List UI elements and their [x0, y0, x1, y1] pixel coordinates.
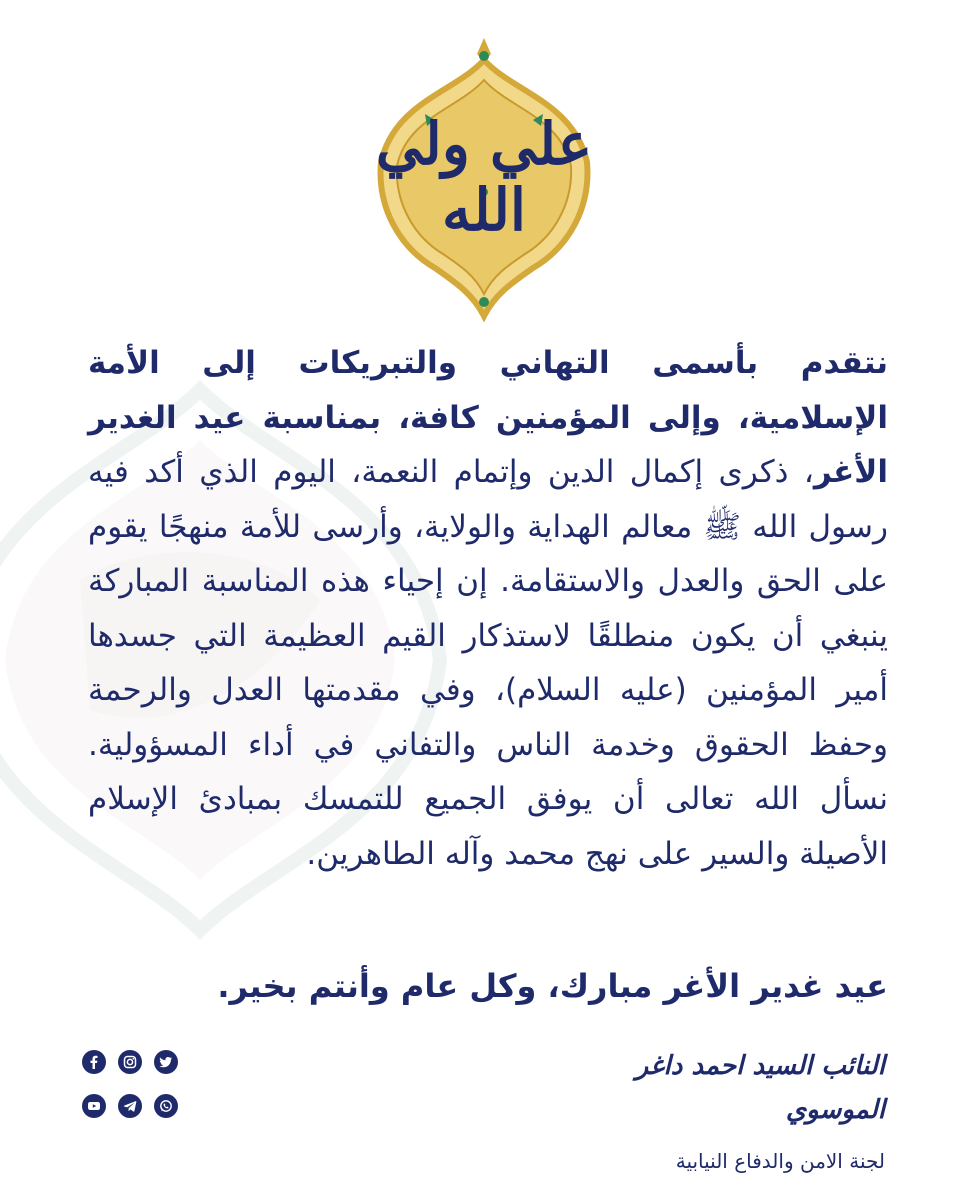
telegram-icon[interactable] — [118, 1094, 142, 1118]
message-body: ، ذكرى إكمال الدين وإتمام النعمة، اليوم الذي أكد فيه رسول الله ﷺ معالم الهداية والولاية، وأرسى للأمة منهجًا يقوم على الحق والعدل والاستقامة. إن إحياء هذه المناسبة المباركة ينبغي أن يكون منطلقًا لاستذكار القيم العظيمة التي جسدها أمير المؤمنين (عليه السلام)، وفي مقدمتها العدل والرحمة وحفظ الحقوق وخدمة الناس والتفاني في أداء المسؤولية. نسأل الله تعالى أن يوفق الجميع للتمسك بمبادئ الإسلام الأصيلة والسير على نهج محمد وآله الطاهرين. — [88, 454, 888, 872]
message-intro: نتقدم بأسمى التهاني والتبريكات إلى الأمة الإسلامية، وإلى المؤمنين كافة، بمناسبة عيد الغدير الأغر — [88, 345, 888, 490]
signature-block — [585, 1044, 885, 1176]
instagram-icon[interactable] — [118, 1050, 142, 1074]
calligraphy-emblem — [373, 32, 595, 322]
whatsapp-icon[interactable] — [154, 1094, 178, 1118]
signature-name: النائب السيد احمد داغر الموسوي — [635, 1051, 885, 1125]
closing-greeting: عيد غدير الأغر مبارك، وكل عام وأنتم بخير. — [217, 967, 888, 1005]
facebook-icon[interactable] — [82, 1050, 106, 1074]
signature-title: لجنة الامن والدفاع النيابية — [675, 1149, 885, 1173]
message-paragraph — [88, 336, 888, 881]
social-links — [82, 1050, 182, 1118]
youtube-icon[interactable] — [82, 1094, 106, 1118]
twitter-icon[interactable] — [154, 1050, 178, 1074]
emblem-calligraphy: علي ولي الله — [375, 110, 593, 244]
